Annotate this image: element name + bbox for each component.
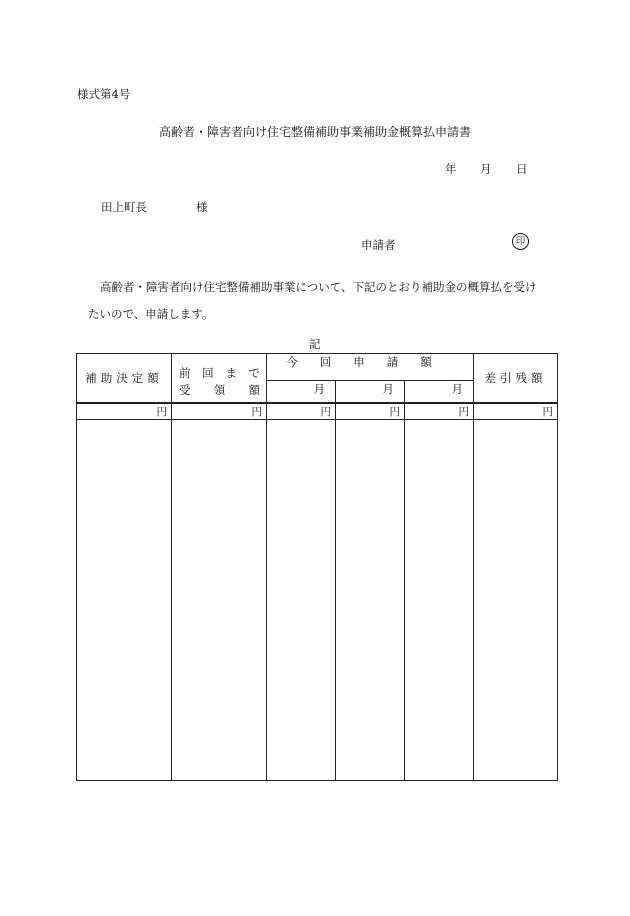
honorific: 様	[196, 200, 208, 214]
header-previous-char: ま	[225, 366, 237, 380]
seal-icon: 印	[512, 233, 529, 250]
unit-yen: 円	[172, 403, 267, 420]
applicant-label: 申請者	[361, 238, 396, 252]
header-month-3: 月	[405, 381, 474, 404]
unit-yen: 円	[474, 403, 558, 420]
value-month-3[interactable]	[405, 420, 474, 781]
value-subsidy-decided[interactable]	[77, 420, 172, 781]
form-number: 様式第4号	[77, 87, 131, 101]
header-previous-char: 回	[202, 366, 214, 380]
header-month-1: 月	[267, 381, 336, 404]
header-previous-char: 額	[248, 383, 260, 397]
addressee: 田上町長	[101, 200, 147, 214]
unit-yen: 円	[405, 403, 474, 420]
header-previous-char: で	[248, 366, 260, 380]
application-table	[76, 353, 558, 781]
header-current-request: 今回申請額	[267, 354, 474, 381]
body-text-line-2: たいので、申請します。	[88, 307, 214, 321]
header-previous-char: 受	[179, 383, 191, 397]
header-previous-char: 領	[213, 383, 226, 397]
date-month-label: 月	[480, 162, 492, 176]
header-previous-char: 前	[179, 366, 191, 380]
header-previous-received	[172, 354, 267, 404]
unit-yen: 円	[267, 403, 336, 420]
value-month-1[interactable]	[267, 420, 336, 781]
date-day-label: 日	[516, 162, 528, 176]
date-year-label: 年	[445, 162, 457, 176]
body-text-line-1: 高齢者・障害者向け住宅整備補助事業について、下記のとおり補助金の概算払を受け	[100, 280, 537, 294]
unit-yen: 円	[77, 403, 172, 420]
unit-yen: 円	[336, 403, 405, 420]
value-month-2[interactable]	[336, 420, 405, 781]
value-remaining[interactable]	[474, 420, 558, 781]
document-title: 高齢者・障害者向け住宅整備補助事業補助金概算払申請書	[158, 125, 471, 139]
header-month-2: 月	[336, 381, 405, 404]
header-remaining: 差引残額	[474, 354, 558, 404]
ki-heading: 記	[309, 337, 321, 351]
header-subsidy-decided: 補助決定額	[77, 354, 172, 404]
value-previous-received[interactable]	[172, 420, 267, 781]
